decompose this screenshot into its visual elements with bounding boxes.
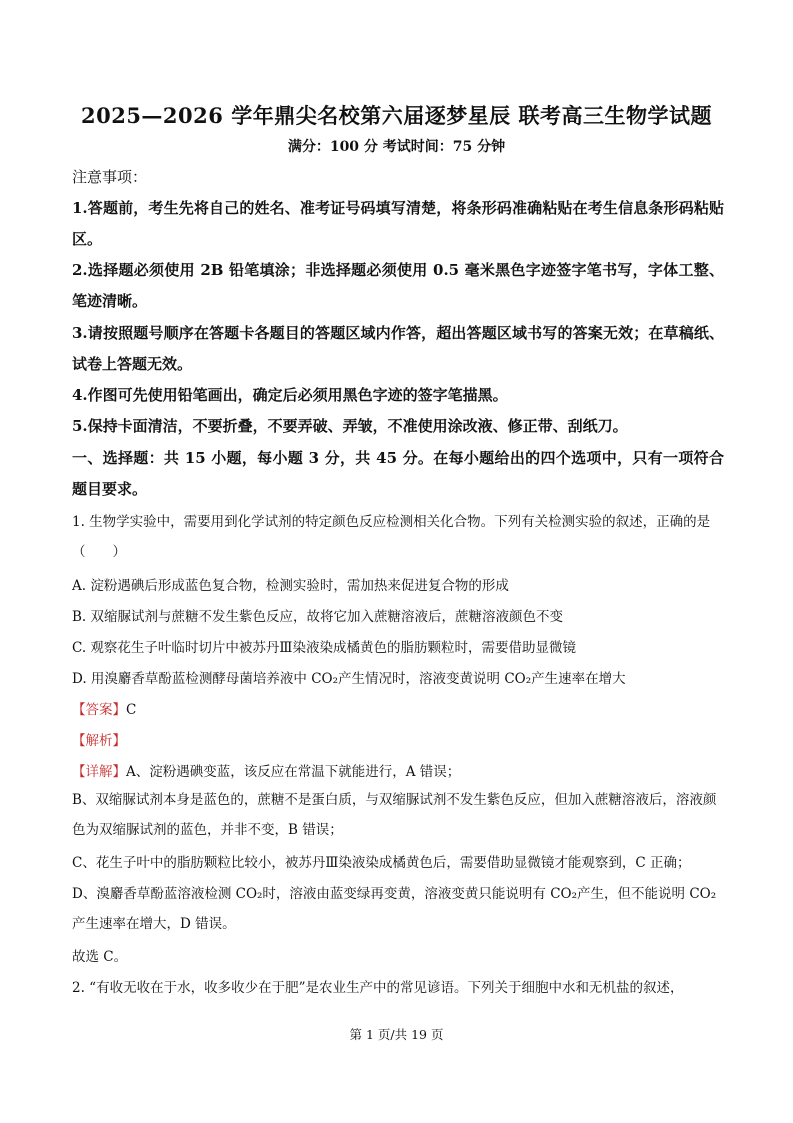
explanation-c: C、花生子叶中的脂肪颗粒比较小，被苏丹Ⅲ染液染成橘黄色后，需要借助显微镜才能观察到，C 正确；: [72, 855, 691, 871]
question-2-stem: 2. “有收无收在于水，收多收少在于肥”是农业生产中的常见谚语。下列关于细胞中水和无机盐的叙述，: [72, 980, 684, 996]
note-item-2: 2.选择题必须使用 2B 铅笔填涂；非选择题必须使用 0.5 毫米黑色字迹签字笔书写，字体工整、笔迹清晰。: [72, 261, 724, 310]
question-1-option-a: A. 淀粉遇碘后形成蓝色复合物，检测实验时，需加热来促进复合物的形成: [72, 578, 509, 594]
detail-tag: 【详解】: [72, 764, 126, 780]
exam-title: 2025—2026 学年鼎尖名校第六届逐梦星辰 联考高三生物学试题: [80, 103, 712, 128]
section-heading: 一、选择题：共 15 小题，每小题 3 分，共 45 分。在每小题给出的四个选项中，只有一项符合题目要求。: [72, 449, 724, 498]
note-item-1: 1.答题前，考生先将自己的姓名、准考证号码填写清楚，将条形码准确粘贴在考生信息条形码粘贴区。: [72, 199, 724, 248]
question-1-option-c: C. 观察花生子叶临时切片中被苏丹Ⅲ染液染成橘黄色的脂肪颗粒时，需要借助显微镜: [72, 640, 576, 656]
question-1-stem: 1. 生物学实验中，需要用到化学试剂的特定颜色反应检测相关化合物。下列有关检测实验的叙述，正确的是（ ）: [72, 514, 711, 560]
explanation-a: A、淀粉遇碘变蓝，该反应在常温下就能进行，A 错误；: [126, 764, 461, 780]
exam-subtitle: 满分：100 分 考试时间：75 分钟: [287, 139, 506, 155]
page-number: 第 1 页/共 19 页: [349, 1027, 444, 1042]
note-item-3: 3.请按照题号顺序在答题卡各题目的答题区域内作答，超出答题区域书写的答案无效；在草稿纸、试卷上答题无效。: [72, 324, 724, 373]
note-item-5: 5.保持卡面清洁，不要折叠，不要弄破、弄皱，不准使用涂改液、修正带、刮纸刀。: [72, 417, 628, 435]
explanation-d: D、溴麝香草酚蓝溶液检测 CO₂时，溶液由蓝变绿再变黄，溶液变黄只能说明有 CO₂产生，但不能说明 CO₂产生速率在增大，D 错误。: [72, 886, 717, 932]
analysis-tag: 【解析】: [72, 733, 126, 749]
question-1-option-d: D. 用溴麝香草酚蓝检测酵母菌培养液中 CO₂产生情况时，溶液变黄说明 CO₂产生速率在增大: [72, 671, 626, 687]
explanation-a-line: [72, 760, 460, 780]
notes-heading: 注意事项：: [72, 168, 148, 186]
conclusion: 故选 C。: [72, 949, 128, 965]
explanation-b: B、双缩脲试剂本身是蓝色的，蔗糖不是蛋白质，与双缩脲试剂不发生紫色反应，但加入蔗糖溶液后，溶液颜色为双缩脲试剂的蓝色，并非不变，B 错误；: [72, 792, 717, 838]
question-1-option-b: B. 双缩脲试剂与蔗糖不发生紫色反应，故将它加入蔗糖溶液后，蔗糖溶液颜色不变: [72, 609, 564, 625]
answer-tag: 【答案】: [72, 702, 126, 718]
analysis-line: [72, 729, 126, 749]
answer-value: C: [126, 702, 137, 718]
note-item-4: 4.作图可先使用铅笔画出，确定后必须用黑色字迹的签字笔描黑。: [72, 386, 508, 404]
answer-line: [72, 698, 136, 718]
